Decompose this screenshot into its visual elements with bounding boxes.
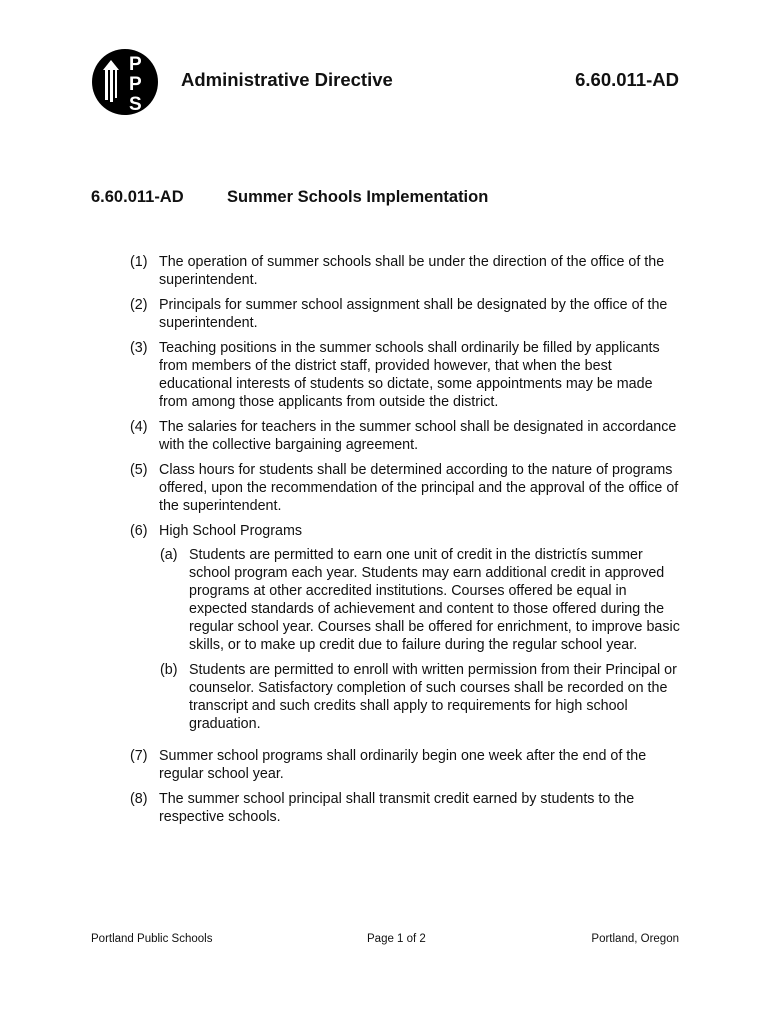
subitem-list (160, 546, 680, 733)
logo-letter-s: S (129, 94, 142, 115)
item-number: (8) (130, 791, 148, 807)
subitem-text: Students are permitted to enroll with written permission from their Principal or counselor. Satisfactory completion of such courses shall be recorded on the transcript and such credits shall apply to requirements for high school graduation. (189, 662, 677, 732)
item-text: The operation of summer schools shall be under the direction of the office of the superintendent. (159, 254, 665, 288)
item-text: The summer school principal shall transmit credit earned by students to the respective schools. (159, 791, 635, 825)
section-number: 6.60.011-AD (91, 188, 184, 206)
pps-logo-icon (91, 48, 159, 116)
item-number: (5) (130, 462, 148, 478)
logo-letter-p2: P (129, 74, 142, 95)
directive-item-8 (130, 790, 680, 826)
item-text: Teaching positions in the summer schools shall ordinarily be filled by applicants from members of the district staff, provided however, that when the best educational interests of students so dictate, some appointments may be made from among those applicants from outside the district. (159, 340, 660, 410)
subitem-a (160, 546, 680, 654)
section-heading (91, 188, 488, 207)
item-number: (1) (130, 254, 148, 270)
item-number: (3) (130, 340, 148, 356)
logo-disc (92, 49, 158, 115)
subitem-text: Students are permitted to earn one unit of credit in the districtís summer school program each year. Students may earn additional credit in approved programs at other accredited institutions. Courses offered be equal in expected standards of achievement and content to those offered during the regular school year. Courses shall be offered for enrichment, to improve basic skills, or to make up credit due to failure during the regular school year. (189, 547, 680, 653)
footer-organization: Portland Public Schools (91, 933, 213, 945)
directive-item-4 (130, 418, 680, 454)
item-number: (2) (130, 297, 148, 313)
item-number: (7) (130, 748, 148, 764)
item-text: Summer school programs shall ordinarily begin one week after the end of the regular school year. (159, 748, 647, 782)
directive-item-2 (130, 296, 680, 332)
subitem-b (160, 661, 680, 733)
directive-item-1 (130, 253, 680, 289)
section-title: Summer Schools Implementation (227, 188, 489, 206)
document-type-title: Administrative Directive (181, 69, 393, 90)
logo-letter-p1: P (129, 54, 142, 75)
item-body (159, 522, 680, 740)
directive-items (130, 253, 680, 833)
directive-item-3 (130, 339, 680, 411)
subitem-number: (a) (160, 547, 178, 563)
pps-logo-graphic (91, 48, 159, 116)
item-text: Class hours for students shall be determined according to the nature of programs offered, upon the recommendation of the principal and the approval of the office of the superintendent. (159, 462, 679, 514)
directive-code: 6.60.011-AD (575, 69, 679, 90)
directive-item-7 (130, 747, 680, 783)
subitem-number: (b) (160, 662, 178, 678)
directive-item-5 (130, 461, 680, 515)
item-text: Principals for summer school assignment shall be designated by the office of the superintendent. (159, 297, 668, 331)
footer-page-number: Page 1 of 2 (367, 933, 426, 945)
footer-location: Portland, Oregon (591, 933, 679, 945)
directive-item-6 (130, 522, 680, 740)
item-number: (6) (130, 523, 148, 539)
item-text: High School Programs (159, 523, 303, 539)
item-text: The salaries for teachers in the summer school shall be designated in accordance with the collective bargaining agreement. (159, 419, 677, 453)
item-number: (4) (130, 419, 148, 435)
